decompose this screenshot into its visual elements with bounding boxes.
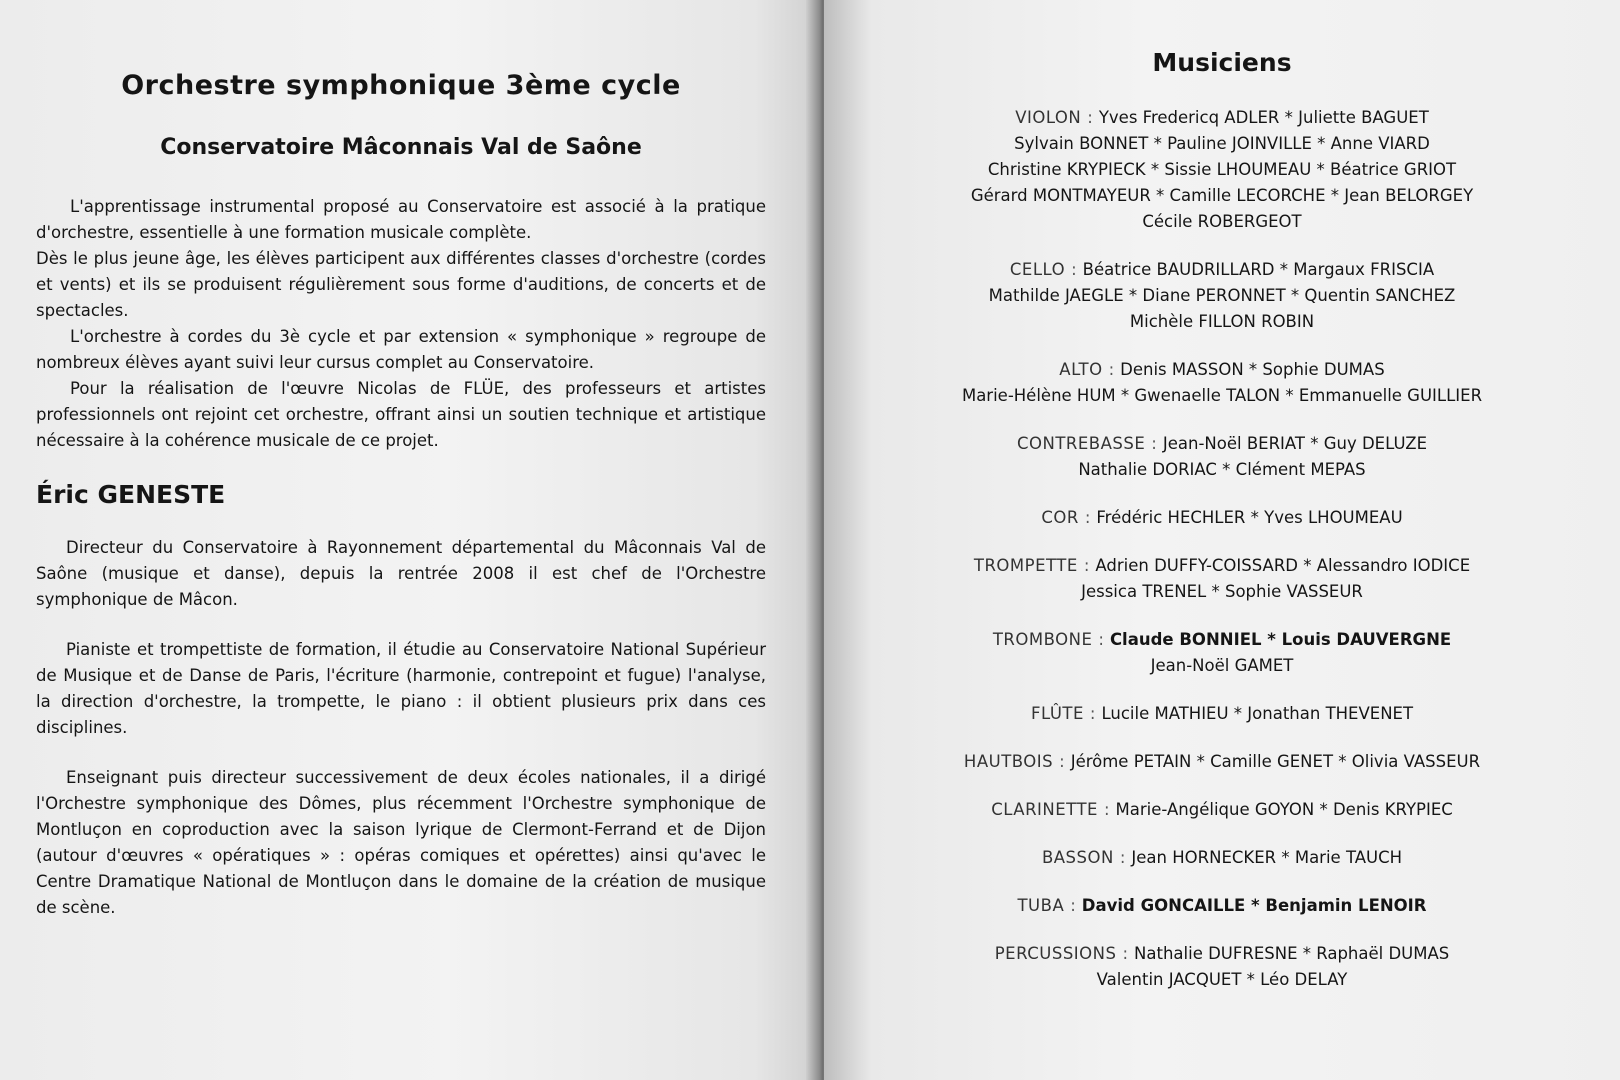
- right-page: [824, 0, 1620, 1080]
- musician-names: Jérôme PETAIN * Camille GENET * Olivia VASSEUR: [1070, 752, 1481, 771]
- musician-names: David GONCAILLE * Benjamin LENOIR: [1081, 896, 1427, 915]
- musician-line: [864, 383, 1580, 409]
- conservatoire-subtitle: Conservatoire Mâconnais Val de Saône: [160, 135, 642, 160]
- instrument-separator: :: [1103, 800, 1110, 819]
- musician-line: [864, 653, 1580, 679]
- musician-names: Yves Fredericq ADLER * Juliette BAGUET: [1098, 108, 1429, 127]
- intro-paragraph: L'orchestre à cordes du 3è cycle et par extension « symphonique » regroupe de nombreux élèves ayant suivi leur cursus complet au Conservatoire.: [36, 327, 766, 372]
- bio-paragraph: Pianiste et trompettiste de formation, il étudie au Conservatoire National Supérieur de Musique et de Danse de Paris, l'écriture (harmonie, contrepoint et fugue) l'analyse, la direction d'orchestre, la trompette, le piano : il obtient plusieurs prix dans ces disciplines.: [36, 640, 766, 737]
- intro-paragraph: L'apprentissage instrumental proposé au Conservatoire est associé à la pratique d'orchestre, essentielle à une formation musicale complète.: [36, 197, 766, 242]
- instrument-section-basson: [864, 845, 1580, 871]
- orchestra-title: Orchestre symphonique 3ème cycle: [121, 70, 681, 101]
- musician-names: Jean-Noël GAMET: [1150, 656, 1294, 675]
- instrument-label: CLARINETTE: [991, 800, 1098, 819]
- musician-names: Jessica TRENEL * Sophie VASSEUR: [1081, 582, 1363, 601]
- conductor-name: Éric GENESTE: [36, 480, 226, 509]
- instrument-label: HAUTBOIS: [963, 752, 1054, 771]
- musician-line: [864, 701, 1580, 727]
- intro-paragraph: Pour la réalisation de l'œuvre Nicolas de FLÜE, des professeurs et artistes professionnels ont rejoint cet orchestre, offrant ainsi un soutien technique et artistique nécessaire à la cohérence musicale de ce projet.: [36, 379, 766, 450]
- instrument-section-flûte: [864, 701, 1580, 727]
- instrument-separator: :: [1122, 944, 1129, 963]
- instrument-separator: :: [1098, 630, 1104, 649]
- musician-line: [864, 357, 1580, 383]
- musicians-title: Musiciens: [1152, 48, 1292, 77]
- instrument-separator: :: [1108, 360, 1115, 379]
- musician-line: [864, 967, 1580, 993]
- instrument-section-trombone: [864, 627, 1580, 679]
- musician-line: [864, 309, 1580, 335]
- instrument-label: COR: [1041, 508, 1079, 527]
- instrument-label: BASSON: [1041, 848, 1114, 867]
- musician-names: Sylvain BONNET * Pauline JOINVILLE * Anne VIARD: [1014, 134, 1430, 153]
- musician-line: [864, 105, 1580, 131]
- instrument-label: TROMPETTE: [973, 556, 1078, 575]
- instrument-section-violon: [864, 105, 1580, 235]
- instrument-separator: :: [1083, 556, 1090, 575]
- musician-names: Cécile ROBERGEOT: [1142, 212, 1302, 231]
- conductor-bio: [36, 535, 766, 921]
- musician-names: Nathalie DORIAC * Clément MEPAS: [1078, 460, 1366, 479]
- musician-names: Frédéric HECHLER * Yves LHOUMEAU: [1096, 508, 1403, 527]
- instrument-separator: :: [1119, 848, 1126, 867]
- instrument-label: CONTREBASSE: [1016, 434, 1146, 453]
- instrument-label: TROMBONE: [992, 630, 1093, 649]
- instrument-section-hautbois: [864, 749, 1580, 775]
- musician-names: Lucile MATHIEU * Jonathan THEVENET: [1101, 704, 1414, 723]
- musician-line: [864, 457, 1580, 483]
- musician-line: [864, 131, 1580, 157]
- musician-line: [864, 157, 1580, 183]
- instrument-section-tuba: [864, 893, 1580, 919]
- instrument-section-percussions: [864, 941, 1580, 993]
- musician-names: Denis MASSON * Sophie DUMAS: [1120, 360, 1385, 379]
- musician-names: Valentin JACQUET * Léo DELAY: [1096, 970, 1348, 989]
- instrument-label: CELLO: [1009, 260, 1066, 279]
- musician-line: [864, 209, 1580, 235]
- bio-paragraph: Directeur du Conservatoire à Rayonnement départemental du Mâconnais Val de Saône (musique et danse), depuis la rentrée 2008 il est chef de l'Orchestre symphonique de Mâcon.: [36, 538, 766, 609]
- musician-names: Béatrice BAUDRILLARD * Margaux FRISCIA: [1082, 260, 1435, 279]
- instrument-section-clarinette: [864, 797, 1580, 823]
- musician-line: [864, 941, 1580, 967]
- instrument-separator: :: [1070, 896, 1076, 915]
- instrument-separator: :: [1071, 260, 1077, 279]
- musician-line: [864, 893, 1580, 919]
- musician-names: Mathilde JAEGLE * Diane PERONNET * Quentin SANCHEZ: [988, 286, 1456, 305]
- intro-text: [36, 194, 766, 454]
- instrument-label: FLÛTE: [1030, 704, 1084, 723]
- instrument-section-alto: [864, 357, 1580, 409]
- musician-names: Claude BONNIEL * Louis DAUVERGNE: [1109, 630, 1452, 649]
- musician-names: Adrien DUFFY-COISSARD * Alessandro IODICE: [1095, 556, 1471, 575]
- instrument-section-cor: [864, 505, 1580, 531]
- instrument-separator: :: [1084, 508, 1091, 527]
- musician-names: Nathalie DUFRESNE * Raphaël DUMAS: [1134, 944, 1450, 963]
- instrument-label: VIOLON: [1015, 108, 1082, 127]
- musician-names: Jean-Noël BERIAT * Guy DELUZE: [1162, 434, 1427, 453]
- musician-line: [864, 797, 1580, 823]
- instrument-section-trompette: [864, 553, 1580, 605]
- musician-names: Marie-Angélique GOYON * Denis KRYPIEC: [1115, 800, 1453, 819]
- musician-names: Marie-Hélène HUM * Gwenaelle TALON * Emmanuelle GUILLIER: [961, 386, 1483, 405]
- instrument-section-cello: [864, 257, 1580, 335]
- musician-line: [864, 553, 1580, 579]
- instrument-separator: :: [1151, 434, 1157, 453]
- intro-paragraph: Dès le plus jeune âge, les élèves participent aux différentes classes d'orchestre (cordes et vents) et ils se produisent régulièrement sous forme d'auditions, de concerts et de spectacles.: [36, 249, 766, 320]
- musicians-list: [864, 105, 1580, 993]
- musician-names: Jean HORNECKER * Marie TAUCH: [1131, 848, 1403, 867]
- musician-line: [864, 283, 1580, 309]
- instrument-label: TUBA: [1017, 896, 1065, 915]
- musician-names: Gérard MONTMAYEUR * Camille LECORCHE * Jean BELORGEY: [970, 186, 1474, 205]
- instrument-separator: :: [1089, 704, 1096, 723]
- instrument-section-contrebasse: [864, 431, 1580, 483]
- musician-line: [864, 431, 1580, 457]
- musician-line: [864, 627, 1580, 653]
- instrument-separator: :: [1059, 752, 1065, 771]
- musician-line: [864, 579, 1580, 605]
- instrument-separator: :: [1087, 108, 1093, 127]
- musician-line: [864, 845, 1580, 871]
- instrument-label: ALTO: [1059, 360, 1103, 379]
- musician-line: [864, 749, 1580, 775]
- musician-names: Michèle FILLON ROBIN: [1129, 312, 1315, 331]
- bio-paragraph: Enseignant puis directeur successivement de deux écoles nationales, il a dirigé l'Orchestre symphonique des Dômes, plus récemment l'Orchestre symphonique de Montluçon en coproduction avec la saison lyrique de Clermont-Ferrand et de Dijon (autour d'œuvres « opératiques » : opéras comiques et opérettes) ainsi qu'avec le Centre Dramatique National de Montluçon dans le domaine de la création de musique de scène.: [36, 768, 766, 917]
- musician-names: Christine KRYPIECK * Sissie LHOUMEAU * Béatrice GRIOT: [987, 160, 1457, 179]
- instrument-label: PERCUSSIONS: [994, 944, 1117, 963]
- musician-line: [864, 257, 1580, 283]
- musician-line: [864, 505, 1580, 531]
- musician-line: [864, 183, 1580, 209]
